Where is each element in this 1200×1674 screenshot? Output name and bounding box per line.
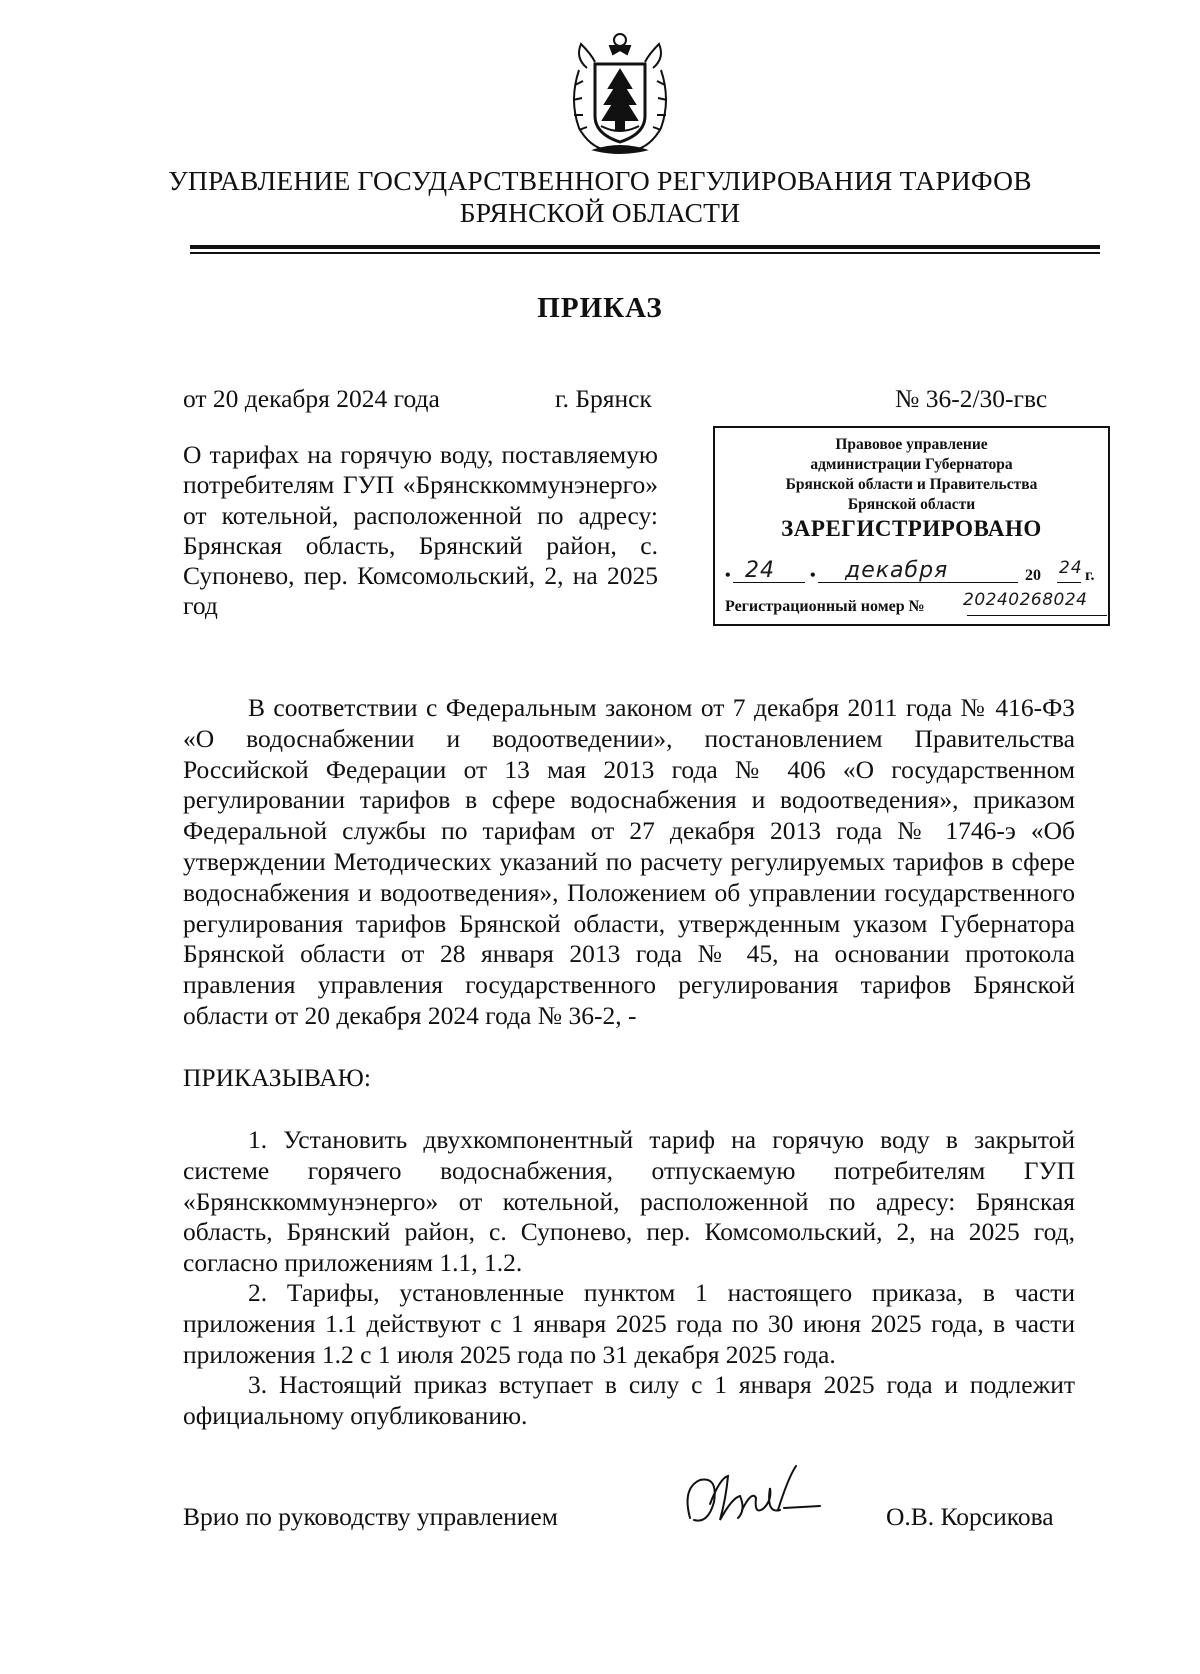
document-title: ПРИКАЗ: [537, 292, 663, 324]
stamp-date-dot: •: [810, 567, 816, 584]
order-item-1-text: 1. Установить двухкомпонентный тариф на горячую воду в закрытой системе горячего водоснабжения, отпускаемую потребителям ГУП «Брянсккоммунэнерго» от котельной, расположенной по адресу: Брянская область, Брянский район, с. Супонево, пер. Комсомольский, 2, на 2025 год, согласно приложениям 1.1, 1.2.: [183, 1125, 1075, 1278]
organization-name-line1: УПРАВЛЕНИЕ ГОСУДАРСТВЕННОГО РЕГУЛИРОВАНИЯ ТАРИФОВ: [168, 165, 1032, 196]
document-subject: О тарифах на горячую воду, поставляемую потребителям ГУП «Брянсккоммунэнерго» от котельной, расположенной по адресу: Брянская область, Брянский район, с. Супонево, пер. Комсомольский, 2, на 2025 год: [183, 440, 658, 621]
preamble-text: В соответствии с Федеральным законом от 7 декабря 2011 года № 416-ФЗ «О водоснабжении и водоотведении», постановлением Правительства Российской Федерации от 13 мая 2013 года № 406 «О государственном регулировании тарифов в сфере водоснабжения и водоотведения», приказом Федеральной службы по тарифам от 27 декабря 2013 года № 1746-э «Об утверждении Методических указаний по расчету регулируемых тарифов в сфере водоснабжения и водоотведения», Положением об управлении государственного регулирования тарифов Брянской области, утвержденным указом Губернатора Брянской области от 28 января 2013 года № 45, на основании протокола правления управления государственного регулирования тарифов Брянской области от 20 декабря 2024 года № 36-2, -: [183, 693, 1075, 1030]
preamble-paragraph: [183, 693, 1075, 1032]
stamp-date-line: [725, 558, 1105, 588]
stamp-line2: администрации Губернатора: [810, 456, 1013, 473]
stamp-line4: Брянской области: [847, 496, 976, 513]
orders-heading: ПРИКАЗЫВАЮ:: [183, 1063, 371, 1092]
coat-of-arms-icon: [565, 30, 675, 158]
signatory-name: О.В. Корсикова: [886, 1502, 1054, 1531]
stamp-year-unit: г.: [1085, 567, 1095, 584]
signatory-role: Врио по руководству управлением: [183, 1502, 558, 1531]
organization-name-line2: БРЯНСКОЙ ОБЛАСТИ: [459, 197, 741, 228]
stamp-registered: ЗАРЕГИСТРИРОВАНО: [781, 516, 1042, 541]
order-item-2: [183, 1278, 1075, 1370]
document-city: г. Брянск: [555, 384, 652, 413]
stamp-reg-number-handwritten: 20240268024: [963, 590, 1088, 610]
order-item-3-text: 3. Настоящий приказ вступает в силу с 1 января 2025 года и подлежит официальному опубликованию.: [183, 1370, 1075, 1430]
order-item-2-text: 2. Тарифы, установленные пунктом 1 настоящего приказа, в части приложения 1.1 действуют с 1 января 2025 года по 30 июня 2025 года, в части приложения 1.2 с 1 июля 2025 года по 31 декабря 2025 года.: [183, 1278, 1075, 1369]
stamp-day-handwritten: 24: [745, 558, 775, 583]
stamp-reg-label: Регистрационный номер №: [725, 598, 925, 615]
order-item-3: [183, 1370, 1075, 1432]
header-rule-thin: [190, 252, 1100, 254]
organization-name: [0, 165, 1200, 229]
stamp-line1: Правовое управление: [835, 436, 988, 453]
stamp-line3: Брянской области и Правительства: [785, 476, 1038, 493]
stamp-date-dot: •: [725, 567, 731, 584]
stamp-month-handwritten: декабря: [845, 558, 949, 583]
stamp-reg-underline: [967, 615, 1107, 616]
stamp-year-handwritten: 24: [1059, 558, 1083, 578]
stamp-year-prefix: 20: [1025, 567, 1041, 584]
document-number: № 36-2/30-гвс: [895, 384, 1048, 413]
registration-stamp: [713, 426, 1110, 626]
stamp-year-underline: [1057, 582, 1081, 583]
order-item-1: [183, 1125, 1075, 1279]
header-rule-thick: [190, 245, 1100, 249]
stamp-registration-line: [725, 590, 1105, 616]
handwritten-signature: [680, 1458, 830, 1538]
stamp-authority: [715, 435, 1108, 515]
document-date: от 20 декабря 2024 года: [183, 384, 440, 413]
